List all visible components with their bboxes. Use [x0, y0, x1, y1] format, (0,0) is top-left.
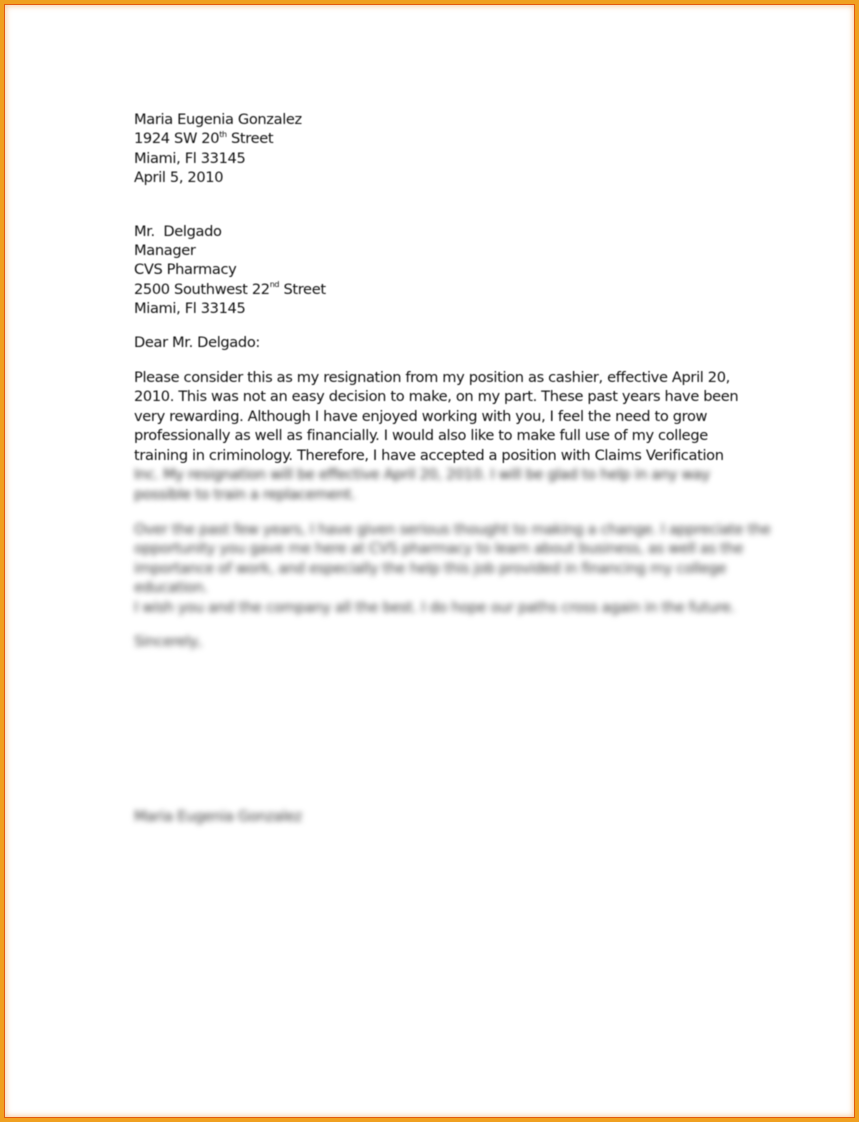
signature-name: Maria Eugenia Gonzalez [134, 808, 302, 826]
recipient-street-suffix: Street [279, 280, 326, 298]
recipient-street-number: 2500 Southwest 22 [134, 280, 270, 298]
sender-street-number: 1924 SW 20 [134, 130, 220, 148]
closing: Sincerely, [134, 632, 203, 650]
sender-street-ordinal: th [219, 129, 227, 139]
sender-street-suffix: Street [226, 130, 274, 148]
salutation: Dear Mr. Delgado: [134, 333, 260, 351]
body-line: training in criminology. Therefore, I have accepted a position with Claims Verification [134, 446, 724, 464]
sender-city: Miami, Fl 33145 [134, 149, 246, 167]
sender-street [134, 129, 744, 148]
letter-body [134, 110, 771, 827]
body-line-blurred: importance of work, and especially the help this job provided in financing my college [134, 559, 727, 577]
body-line-blurred: education. [134, 579, 208, 597]
recipient-title: Manager [134, 242, 196, 260]
body-line-blurred: possible to train a replacement. [134, 485, 356, 503]
recipient-company: CVS Pharmacy [134, 261, 237, 279]
body-paragraph-1 [134, 368, 744, 504]
sender-name: Maria Eugenia Gonzalez [134, 111, 302, 128]
body-line-blurred: opportunity you gave me here at CVS pharmacy to learn about business, as well as the [134, 540, 744, 558]
letter-date: April 5, 2010 [134, 169, 224, 187]
body-paragraph-2 [134, 520, 771, 617]
body-line-blurred: I wish you and the company all the best. I do hope our paths cross again in the future. [134, 598, 735, 616]
recipient-address-block [134, 222, 744, 319]
body-line: very rewarding. Although I have enjoyed working with you, I feel the need to grow [134, 407, 708, 425]
recipient-name: Mr. Delgado [134, 222, 222, 240]
body-line: 2010. This was not an easy decision to make, on my part. These past years have been [134, 388, 739, 406]
recipient-street-ordinal: nd [269, 279, 280, 289]
recipient-city: Miami, Fl 33145 [134, 300, 246, 318]
body-line: professionally as well as financially. I would also like to make full use of my college [134, 427, 708, 445]
body-line: Please consider this as my resignation from my position as cashier, effective April 20, [134, 369, 730, 387]
body-line-blurred: Over the past few years, I have given serious thought to making a change. I appreciate the [134, 520, 771, 538]
recipient-street [134, 280, 744, 299]
sender-address-block [134, 110, 744, 188]
body-line-blurred: Inc. My resignation will be effective April 20, 2010. I will be glad to help in any way [134, 466, 710, 484]
